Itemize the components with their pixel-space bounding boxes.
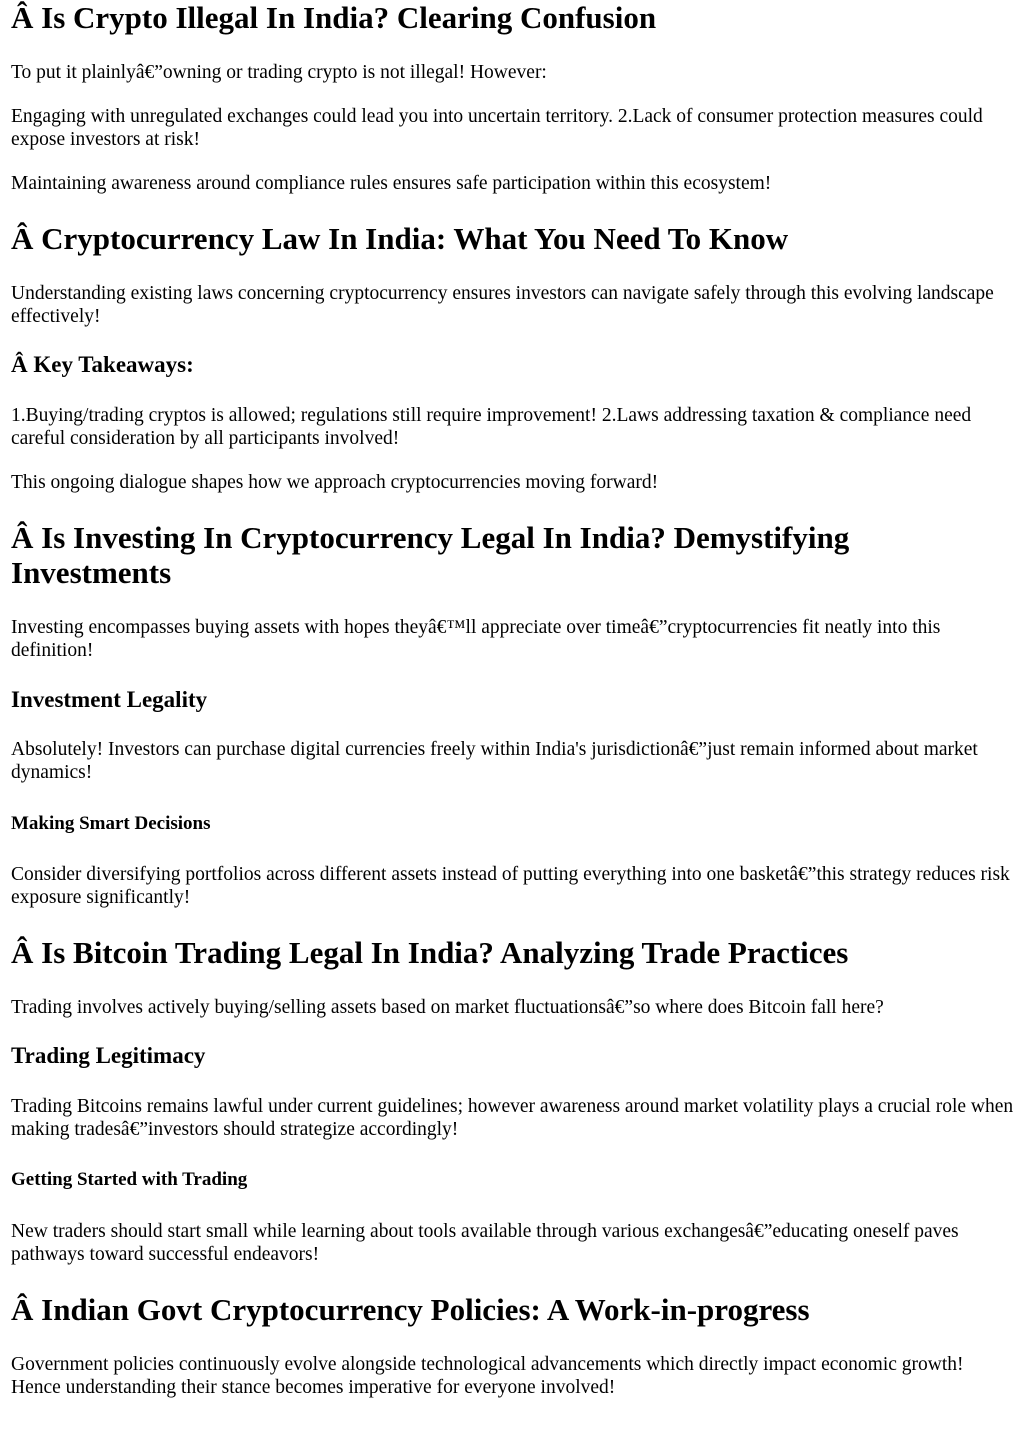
paragraph: Trading Bitcoins remains lawful under current guidelines; however awareness around market volatility plays a crucial role when making tradesâ€”investors should strategize accordingly! bbox=[11, 1096, 1014, 1140]
section-heading: Â Indian Govt Cryptocurrency Policies: A Work-in-progress bbox=[11, 1292, 810, 1327]
minor-heading: Getting Started with Trading bbox=[11, 1169, 248, 1190]
sub-heading: Investment Legality bbox=[11, 687, 208, 712]
sub-heading: Â Key Takeaways: bbox=[11, 352, 194, 377]
paragraph: Maintaining awareness around compliance rules ensures safe participation within this ecosystem! bbox=[11, 173, 772, 194]
paragraph: Government policies continuously evolve alongside technological advancements which directly impact economic growth! Hence understanding their stance becomes imperative for everyone involved! bbox=[11, 1354, 964, 1398]
minor-heading: Making Smart Decisions bbox=[11, 813, 211, 834]
paragraph: Investing encompasses buying assets with hopes theyâ€™ll appreciate over timeâ€”cryptocurrencies fit neatly into this definition! bbox=[11, 617, 941, 661]
paragraph: Engaging with unregulated exchanges could lead you into uncertain territory. 2.Lack of consumer protection measures could expose investors at risk! bbox=[11, 106, 983, 150]
paragraph: New traders should start small while learning about tools available through various exchangesâ€”educating oneself paves pathways toward successful endeavors! bbox=[11, 1221, 959, 1265]
paragraph: To put it plainlyâ€”owning or trading crypto is not illegal! However: bbox=[11, 62, 547, 83]
paragraph: Absolutely! Investors can purchase digital currencies freely within India's jurisdictionâ€”just remain informed about market dynamics! bbox=[11, 739, 978, 783]
paragraph: Understanding existing laws concerning cryptocurrency ensures investors can navigate safely through this evolving landscape effectively! bbox=[11, 283, 994, 327]
paragraph: Consider diversifying portfolios across different assets instead of putting everything into one basketâ€”this strategy reduces risk exposure significantly! bbox=[11, 864, 1010, 908]
section-heading: Â Is Crypto Illegal In India? Clearing Confusion bbox=[11, 0, 657, 35]
paragraph: This ongoing dialogue shapes how we approach cryptocurrencies moving forward! bbox=[11, 472, 659, 493]
paragraph: Trading involves actively buying/selling assets based on market fluctuationsâ€”so where does Bitcoin fall here? bbox=[11, 997, 884, 1018]
section-heading: Â Is Investing In Cryptocurrency Legal In India? Demystifying Investments bbox=[11, 520, 850, 590]
section-heading: Â Cryptocurrency Law In India: What You Need To Know bbox=[11, 221, 789, 256]
paragraph: 1.Buying/trading cryptos is allowed; regulations still require improvement! 2.Laws addressing taxation & compliance need careful consideration by all participants involved! bbox=[11, 405, 972, 449]
sub-heading: Trading Legitimacy bbox=[11, 1043, 206, 1068]
section-heading: Â Is Bitcoin Trading Legal In India? Analyzing Trade Practices bbox=[11, 935, 849, 970]
